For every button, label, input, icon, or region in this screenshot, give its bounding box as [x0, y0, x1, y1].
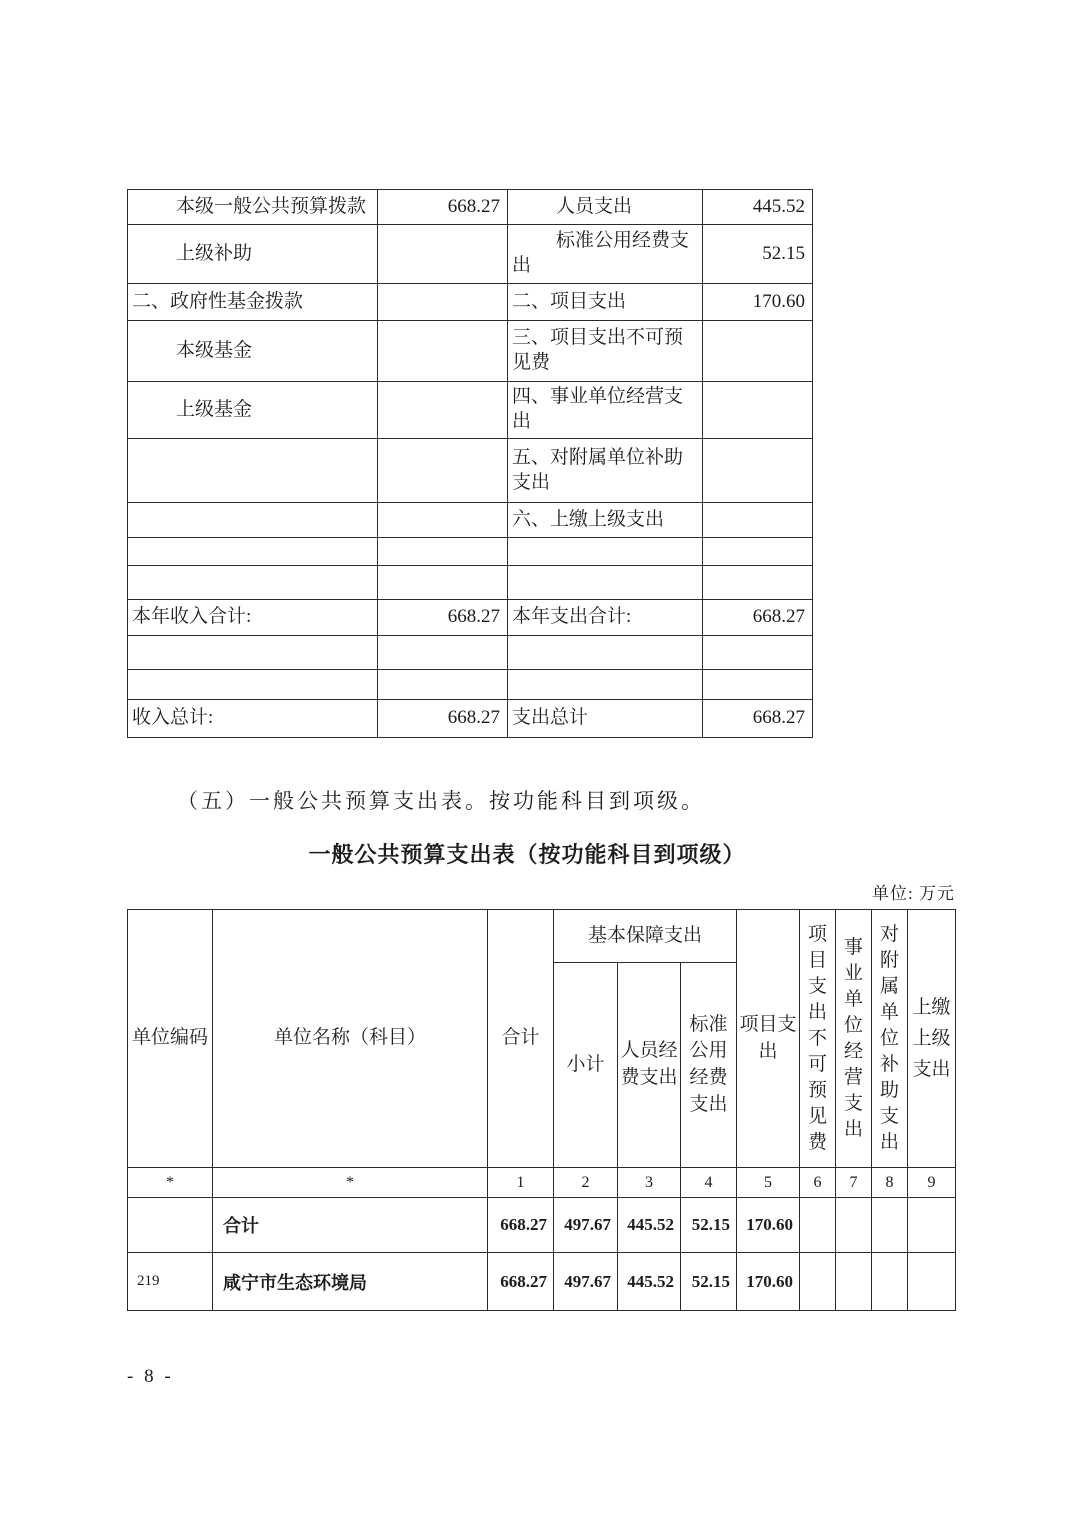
table1-label-cell [128, 439, 378, 503]
table2-unit-name-cell: 合计 [213, 1198, 488, 1253]
table1-label-cell: 本级一般公共预算拨款 [128, 190, 378, 225]
table2-value-cell: 497.67 [554, 1198, 618, 1253]
table2-value-cell [872, 1198, 908, 1253]
table1-label-cell: 上级基金 [128, 382, 378, 439]
table1-value-cell [703, 439, 813, 503]
header-basic-support: 基本保障支出 [554, 910, 737, 963]
table1-value-cell: 668.27 [378, 190, 508, 225]
table2-value-cell [872, 1253, 908, 1311]
table1-row [128, 700, 813, 738]
table1-value-cell: 668.27 [378, 600, 508, 636]
table1-label-cell: 支出总计 [508, 700, 703, 738]
unit-label: 单位: 万元 [872, 884, 955, 903]
table1-label-cell: 收入总计: [128, 700, 378, 738]
table1-row [128, 670, 813, 700]
table1-row [128, 538, 813, 566]
header-subsidy-affiliated: 对附属单位补助支出 [872, 910, 908, 1168]
table1-label-cell [128, 538, 378, 566]
header-unit-code: 单位编码 [128, 910, 213, 1168]
table1-value-cell: 52.15 [703, 225, 813, 284]
table1-row [128, 503, 813, 538]
table1-value-cell [378, 538, 508, 566]
table2-value-cell: 668.27 [488, 1198, 554, 1253]
table2-index-cell: 8 [872, 1168, 908, 1198]
table1-label-cell [508, 670, 703, 700]
table1-value-cell [703, 636, 813, 670]
table1-value-cell [378, 321, 508, 382]
table2-index-row [128, 1168, 956, 1198]
table1-row [128, 600, 813, 636]
section-heading-text: （五）一般公共预算支出表。按功能科目到项级。 [177, 789, 705, 813]
expenditure-by-function-table [127, 909, 956, 1311]
table2-index-cell: * [128, 1168, 213, 1198]
table2-value-cell: 52.15 [681, 1198, 737, 1253]
table1-value-cell: 668.27 [703, 600, 813, 636]
table1-value-cell [703, 382, 813, 439]
table2-index-cell: 6 [800, 1168, 836, 1198]
table1-row [128, 439, 813, 503]
table2-index-cell: 2 [554, 1168, 618, 1198]
table1-value-cell [703, 670, 813, 700]
table1-value-cell [378, 284, 508, 321]
table1-row [128, 321, 813, 382]
table2-index-cell: 3 [618, 1168, 681, 1198]
table1-label-cell [508, 566, 703, 600]
table1-row [128, 225, 813, 284]
table1-label-cell: 二、项目支出 [508, 284, 703, 321]
table1-value-cell [703, 321, 813, 382]
table1-value-cell [378, 439, 508, 503]
header-institution-operating: 事业单位经营支出 [836, 910, 872, 1168]
table1-row [128, 382, 813, 439]
table1-value-cell [378, 636, 508, 670]
income-expense-summary-table [127, 189, 813, 738]
page-number: - 8 - [127, 1366, 174, 1387]
table2-value-cell: 497.67 [554, 1253, 618, 1311]
table2-value-cell [908, 1198, 956, 1253]
table2-value-cell: 170.60 [737, 1198, 800, 1253]
table2-index-cell: * [213, 1168, 488, 1198]
table2-unit-code-cell: 219 [128, 1253, 213, 1311]
table1-value-cell: 170.60 [703, 284, 813, 321]
table1-label-cell: 二、政府性基金拨款 [128, 284, 378, 321]
table1-label-cell [508, 538, 703, 566]
table1-label-cell: 上级补助 [128, 225, 378, 284]
table1-value-cell: 668.27 [703, 700, 813, 738]
table1-row [128, 566, 813, 600]
table1-label-cell: 三、项目支出不可预见费 [508, 321, 703, 382]
table2-value-cell: 52.15 [681, 1253, 737, 1311]
table1-value-cell: 445.52 [703, 190, 813, 225]
table1-row [128, 284, 813, 321]
table1-value-cell [703, 538, 813, 566]
table2-index-cell: 9 [908, 1168, 956, 1198]
table2-index-cell: 4 [681, 1168, 737, 1198]
table2-value-cell: 445.52 [618, 1198, 681, 1253]
table1-label-cell: 本年支出合计: [508, 600, 703, 636]
table2-data-row [128, 1253, 956, 1311]
header-standard-public-expense: 标准公用经费支出 [681, 963, 737, 1168]
header-personnel-expense: 人员经费支出 [618, 963, 681, 1168]
table1-value-cell [378, 670, 508, 700]
table2-value-cell [836, 1253, 872, 1311]
table2-index-cell: 5 [737, 1168, 800, 1198]
table1-label-cell [128, 636, 378, 670]
table1-label-cell: 本年收入合计: [128, 600, 378, 636]
table2-value-cell [908, 1253, 956, 1311]
table1-value-cell [378, 503, 508, 538]
table1-value-cell [378, 382, 508, 439]
table2-value-cell: 445.52 [618, 1253, 681, 1311]
table1-value-cell: 668.27 [378, 700, 508, 738]
table2-unit-code-cell [128, 1198, 213, 1253]
table1-label-cell [128, 670, 378, 700]
table1-row [128, 636, 813, 670]
table1-label-cell [508, 636, 703, 670]
table2-value-cell [800, 1198, 836, 1253]
header-project-contingency: 项目支出不可预见费 [800, 910, 836, 1168]
header-subtotal: 小计 [554, 963, 618, 1168]
table1-value-cell [703, 503, 813, 538]
table2-value-cell [800, 1253, 836, 1311]
table1-label-cell: 本级基金 [128, 321, 378, 382]
header-total: 合计 [488, 910, 554, 1168]
table1-label-cell: 人员支出 [508, 190, 703, 225]
table1-label-cell: 五、对附属单位补助支出 [508, 439, 703, 503]
table2-index-cell: 7 [836, 1168, 872, 1198]
table1-value-cell [378, 566, 508, 600]
table1-label-cell [128, 503, 378, 538]
table1-row [128, 190, 813, 225]
table1-label-cell: 四、事业单位经营支出 [508, 382, 703, 439]
header-remit-superior: 上缴上级支出 [908, 910, 956, 1168]
table-title: 一般公共预算支出表（按功能科目到项级） [308, 842, 746, 867]
table2-value-cell [836, 1198, 872, 1253]
header-unit-name: 单位名称（科目） [213, 910, 488, 1168]
table2-value-cell: 668.27 [488, 1253, 554, 1311]
table1-label-cell [128, 566, 378, 600]
table1-value-cell [378, 225, 508, 284]
table1-value-cell [703, 566, 813, 600]
table2-unit-name-cell: 咸宁市生态环境局 [213, 1253, 488, 1311]
table2-value-cell: 170.60 [737, 1253, 800, 1311]
table1-label-cell: 六、上缴上级支出 [508, 503, 703, 538]
header-project-expense: 项目支出 [737, 910, 800, 1168]
table2-header-row-1 [128, 910, 956, 963]
table2-index-cell: 1 [488, 1168, 554, 1198]
table1-label-cell: 标准公用经费支出 [508, 225, 703, 284]
table2-data-row [128, 1198, 956, 1253]
